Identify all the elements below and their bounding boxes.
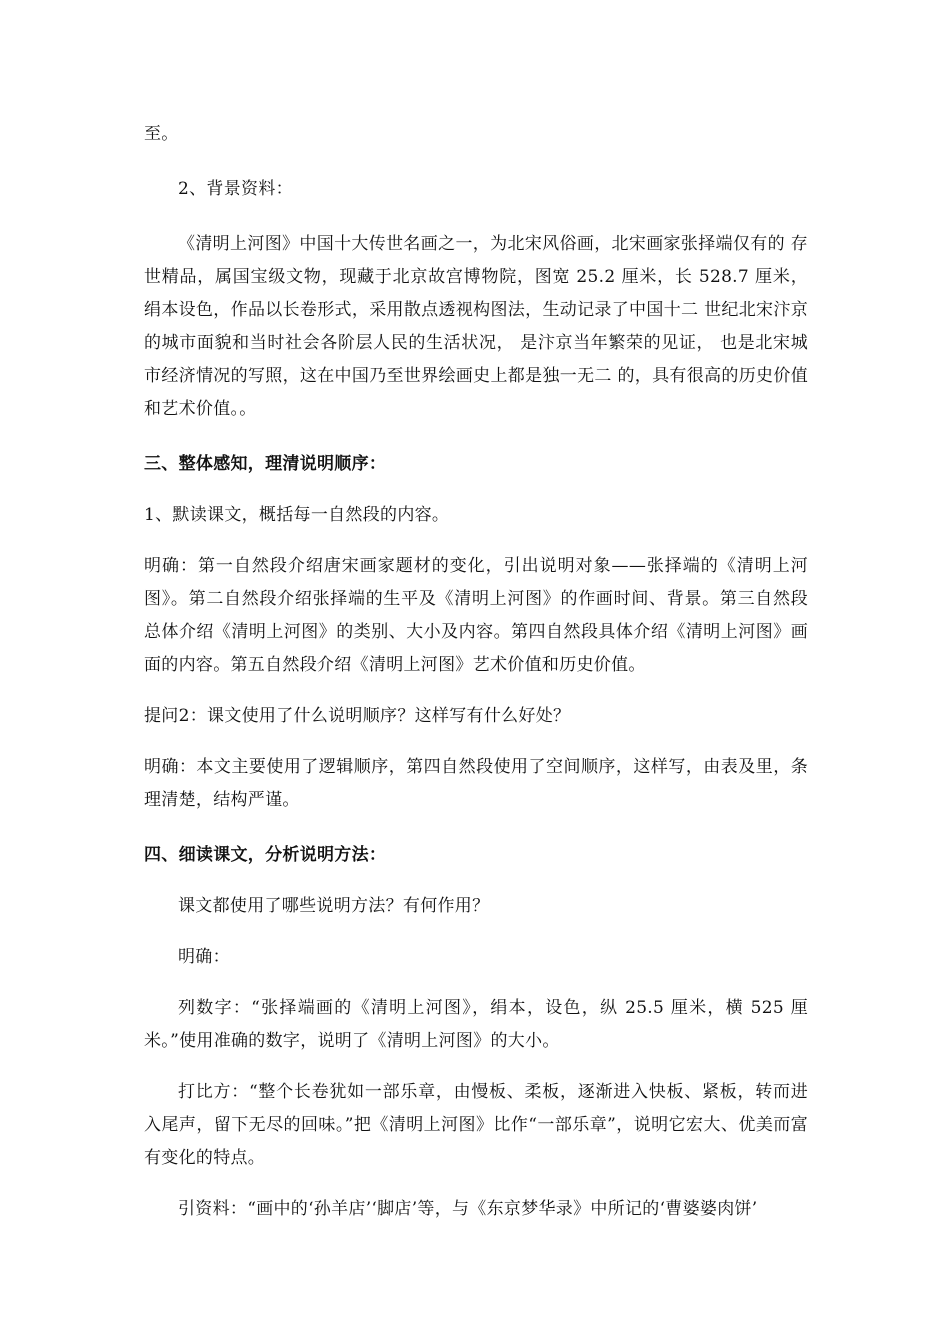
method-citation: 引资料：“画中的‘孙羊店’‘脚店’等，与《东京梦华录》中所记的‘曹婆婆肉饼’ bbox=[178, 1199, 758, 1219]
section-heading-3: 三、整体感知，理清说明顺序： bbox=[144, 454, 387, 474]
method-numbers: 列数字：“张择端画的《清明上河图》，绢本，设色，纵 25.5 厘米，横 525 厘米。”使用准确的数字，说明了《清明上河图》的大小。 bbox=[144, 998, 808, 1051]
answer-label: 明确： bbox=[178, 947, 230, 967]
answer-2: 明确：本文主要使用了逻辑顺序，第四自然段使用了空间顺序，这样写，由表及里，条理清楚，结构严谨。 bbox=[144, 757, 808, 810]
question-1: 1、默读课文，概括每一自然段的内容。 bbox=[144, 505, 450, 525]
question-2: 提问2：课文使用了什么说明顺序？这样写有什么好处？ bbox=[144, 706, 571, 726]
paragraph-continuation: 至。 bbox=[144, 124, 179, 144]
document-page bbox=[144, 118, 808, 1226]
answer-1: 明确：第一自然段介绍唐宋画家题材的变化，引出说明对象——张择端的《清明上河图》。第二自然段介绍张择端的生平及《清明上河图》的作画时间、背景。第三自然段总体介绍《清明上河图》的类别、大小及内容。第四自然段具体介绍《清明上河图》画面的内容。第五自然段介绍《清明上河图》艺术价值和历史价值。 bbox=[144, 556, 808, 675]
question-3: 课文都使用了哪些说明方法？有何作用？ bbox=[178, 896, 490, 916]
method-metaphor: 打比方：“整个长卷犹如一部乐章，由慢板、柔板，逐渐进入快板、紧板，转而进入尾声，留下无尽的回味。”把《清明上河图》比作“一部乐章”，说明它宏大、优美而富有变化的特点。 bbox=[144, 1082, 808, 1168]
paragraph-background-info: 《清明上河图》中国十大传世名画之一，为北宋风俗画，北宋画家张择端仅有的 存世精品，属国宝级文物，现藏于北京故宫博物院，图宽 25.2 厘米，长 528.7 厘米，绢本设色，作品以长卷形式，采用散点透视构图法，生动记录了中国十二 世纪北宋汴京的城市面貌和当时社会各阶层人民的生活状况， 是汴京当年繁荣的见证， 也是北宋城市经济情况的写照，这在中国乃至世界绘画史上都是独一无二 的，具有很高的历史价值和艺术价值。。 bbox=[144, 234, 808, 419]
section-heading-4: 四、细读课文，分析说明方法： bbox=[144, 845, 387, 865]
subheading-background: 2、背景资料： bbox=[178, 179, 293, 199]
